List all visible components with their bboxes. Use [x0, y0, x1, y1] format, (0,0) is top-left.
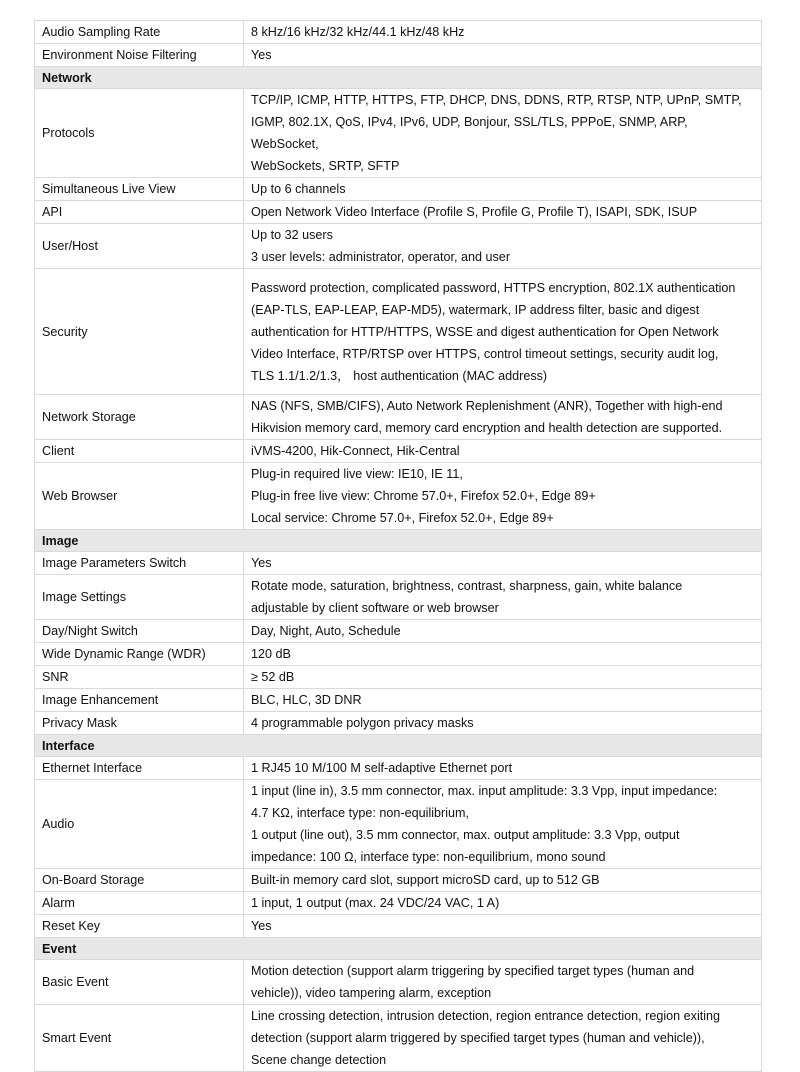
- spec-row: [35, 643, 762, 666]
- spec-value-line: Video Interface, RTP/RTSP over HTTPS, control timeout settings, security audit log,: [251, 346, 719, 361]
- spec-value: [244, 666, 762, 689]
- spec-value-line: TLS 1.1/1.2/1.3， host authentication (MAC address): [251, 368, 548, 383]
- spec-key: Environment Noise Filtering: [35, 44, 244, 67]
- spec-key: Ethernet Interface: [35, 757, 244, 780]
- spec-key: Basic Event: [35, 960, 244, 1005]
- spec-value-line: Yes: [251, 556, 272, 570]
- spec-value: [244, 757, 762, 780]
- spec-row: [35, 89, 762, 178]
- spec-value-line: Plug-in required live view: IE10, IE 11,: [251, 467, 463, 481]
- spec-value: [244, 269, 762, 395]
- spec-value-line: 1 input, 1 output (max. 24 VDC/24 VAC, 1 A): [251, 896, 500, 910]
- spec-value: [244, 869, 762, 892]
- spec-row: [35, 757, 762, 780]
- spec-row: [35, 869, 762, 892]
- spec-value-line: Password protection, complicated password, HTTPS encryption, 802.1X authentication: [251, 280, 736, 295]
- spec-value: [244, 643, 762, 666]
- section-title: Network: [35, 67, 762, 89]
- spec-value: [244, 178, 762, 201]
- spec-key: Audio Sampling Rate: [35, 21, 244, 44]
- spec-value: [244, 1005, 762, 1072]
- spec-row: [35, 395, 762, 440]
- spec-row: [35, 915, 762, 938]
- spec-row: [35, 1005, 762, 1072]
- spec-value: [244, 224, 762, 269]
- spec-value-line: (EAP-TLS, EAP-LEAP, EAP-MD5), watermark, IP address filter, basic and digest: [251, 302, 700, 317]
- spec-row: [35, 689, 762, 712]
- spec-key: User/Host: [35, 224, 244, 269]
- spec-value-line: TCP/IP, ICMP, HTTP, HTTPS, FTP, DHCP, DNS, DDNS, RTP, RTSP, NTP, UPnP, SMTP,: [251, 93, 742, 107]
- spec-key: Image Enhancement: [35, 689, 244, 712]
- spec-value-line: 8 kHz/16 kHz/32 kHz/44.1 kHz/48 kHz: [251, 25, 465, 39]
- spec-value-line: Motion detection (support alarm triggering by specified target types (human and: [251, 964, 695, 978]
- spec-value-line: adjustable by client software or web browser: [251, 601, 499, 615]
- section-title: Event: [35, 938, 762, 960]
- spec-value-line: ≥ 52 dB: [251, 670, 295, 684]
- spec-table: [34, 20, 762, 1072]
- spec-value-line: 1 output (line out), 3.5 mm connector, max. output amplitude: 3.3 Vpp, output: [251, 828, 680, 842]
- spec-value: [244, 44, 762, 67]
- spec-value-line: Hikvision memory card, memory card encryption and health detection are supported.: [251, 421, 723, 435]
- spec-row: [35, 224, 762, 269]
- spec-row: [35, 620, 762, 643]
- spec-value-line: iVMS-4200, Hik-Connect, Hik-Central: [251, 444, 460, 458]
- spec-value: [244, 201, 762, 224]
- spec-value: [244, 89, 762, 178]
- spec-row: [35, 463, 762, 530]
- section-title: Interface: [35, 735, 762, 757]
- spec-value: [244, 552, 762, 575]
- spec-value: [244, 689, 762, 712]
- spec-value-line: Scene change detection: [251, 1053, 387, 1067]
- spec-row: [35, 21, 762, 44]
- spec-value-line: Rotate mode, saturation, brightness, contrast, sharpness, gain, white balance: [251, 579, 683, 593]
- spec-value-line: Open Network Video Interface (Profile S, Profile G, Profile T), ISAPI, SDK, ISUP: [251, 205, 698, 219]
- spec-value-line: vehicle)), video tampering alarm, exception: [251, 986, 492, 1000]
- section-title: Image: [35, 530, 762, 552]
- spec-value-line: 4 programmable polygon privacy masks: [251, 716, 474, 730]
- spec-value-line: Line crossing detection, intrusion detection, region entrance detection, region exiting: [251, 1009, 721, 1023]
- spec-row: [35, 44, 762, 67]
- spec-row: [35, 666, 762, 689]
- section-header-row: [35, 735, 762, 757]
- spec-row: [35, 960, 762, 1005]
- spec-value: [244, 463, 762, 530]
- spec-value-line: Plug-in free live view: Chrome 57.0+, Firefox 52.0+, Edge 89+: [251, 489, 596, 503]
- spec-value: [244, 780, 762, 869]
- spec-value-line: Day, Night, Auto, Schedule: [251, 624, 401, 638]
- spec-row: [35, 575, 762, 620]
- spec-key: SNR: [35, 666, 244, 689]
- section-header-row: [35, 530, 762, 552]
- spec-value-line: WebSockets, SRTP, SFTP: [251, 159, 400, 173]
- spec-value-line: IGMP, 802.1X, QoS, IPv4, IPv6, UDP, Bonjour, SSL/TLS, PPPoE, SNMP, ARP, WebSocket,: [251, 115, 688, 151]
- spec-value: [244, 915, 762, 938]
- spec-value-line: Up to 32 users: [251, 228, 333, 242]
- spec-value-line: Yes: [251, 48, 272, 62]
- section-header-row: [35, 938, 762, 960]
- spec-key: Client: [35, 440, 244, 463]
- spec-row: [35, 892, 762, 915]
- spec-value: [244, 21, 762, 44]
- spec-key: Network Storage: [35, 395, 244, 440]
- spec-value-line: 1 input (line in), 3.5 mm connector, max. input amplitude: 3.3 Vpp, input impedance:: [251, 784, 718, 798]
- spec-row: [35, 712, 762, 735]
- spec-value: [244, 395, 762, 440]
- spec-value-line: BLC, HLC, 3D DNR: [251, 693, 362, 707]
- spec-row: [35, 440, 762, 463]
- spec-row: [35, 780, 762, 869]
- spec-value: [244, 575, 762, 620]
- spec-key: Simultaneous Live View: [35, 178, 244, 201]
- spec-key: Image Parameters Switch: [35, 552, 244, 575]
- spec-key: Web Browser: [35, 463, 244, 530]
- spec-value: [244, 892, 762, 915]
- spec-value-line: Local service: Chrome 57.0+, Firefox 52.0+, Edge 89+: [251, 511, 554, 525]
- spec-key: Day/Night Switch: [35, 620, 244, 643]
- spec-value-line: 3 user levels: administrator, operator, and user: [251, 250, 511, 264]
- spec-value-line: 120 dB: [251, 647, 291, 661]
- spec-value-line: authentication for HTTP/HTTPS, WSSE and digest authentication for Open Network: [251, 324, 719, 339]
- spec-value: [244, 960, 762, 1005]
- spec-row: [35, 552, 762, 575]
- section-header-row: [35, 67, 762, 89]
- spec-table-body: [35, 21, 762, 1072]
- spec-value-line: Yes: [251, 919, 272, 933]
- spec-value-line: 1 RJ45 10 M/100 M self-adaptive Ethernet port: [251, 761, 513, 775]
- spec-value-line: impedance: 100 Ω, interface type: non-equilibrium, mono sound: [251, 850, 606, 864]
- spec-key: On-Board Storage: [35, 869, 244, 892]
- spec-value-line: 4.7 KΩ, interface type: non-equilibrium,: [251, 806, 470, 820]
- spec-key: API: [35, 201, 244, 224]
- spec-value: [244, 620, 762, 643]
- spec-row: [35, 201, 762, 224]
- spec-key: Security: [35, 269, 244, 395]
- spec-key: Image Settings: [35, 575, 244, 620]
- spec-value-line: Up to 6 channels: [251, 182, 346, 196]
- spec-value-line: NAS (NFS, SMB/CIFS), Auto Network Replenishment (ANR), Together with high-end: [251, 399, 723, 413]
- spec-value: [244, 440, 762, 463]
- spec-row: [35, 178, 762, 201]
- spec-value-line: Built-in memory card slot, support microSD card, up to 512 GB: [251, 873, 600, 887]
- spec-key: Wide Dynamic Range (WDR): [35, 643, 244, 666]
- spec-value-line: detection (support alarm triggered by specified target types (human and vehicle)),: [251, 1031, 705, 1045]
- spec-key: Reset Key: [35, 915, 244, 938]
- spec-row: [35, 269, 762, 395]
- spec-key: Alarm: [35, 892, 244, 915]
- spec-key: Audio: [35, 780, 244, 869]
- spec-value: [244, 712, 762, 735]
- spec-key: Protocols: [35, 89, 244, 178]
- spec-key: Smart Event: [35, 1005, 244, 1072]
- spec-key: Privacy Mask: [35, 712, 244, 735]
